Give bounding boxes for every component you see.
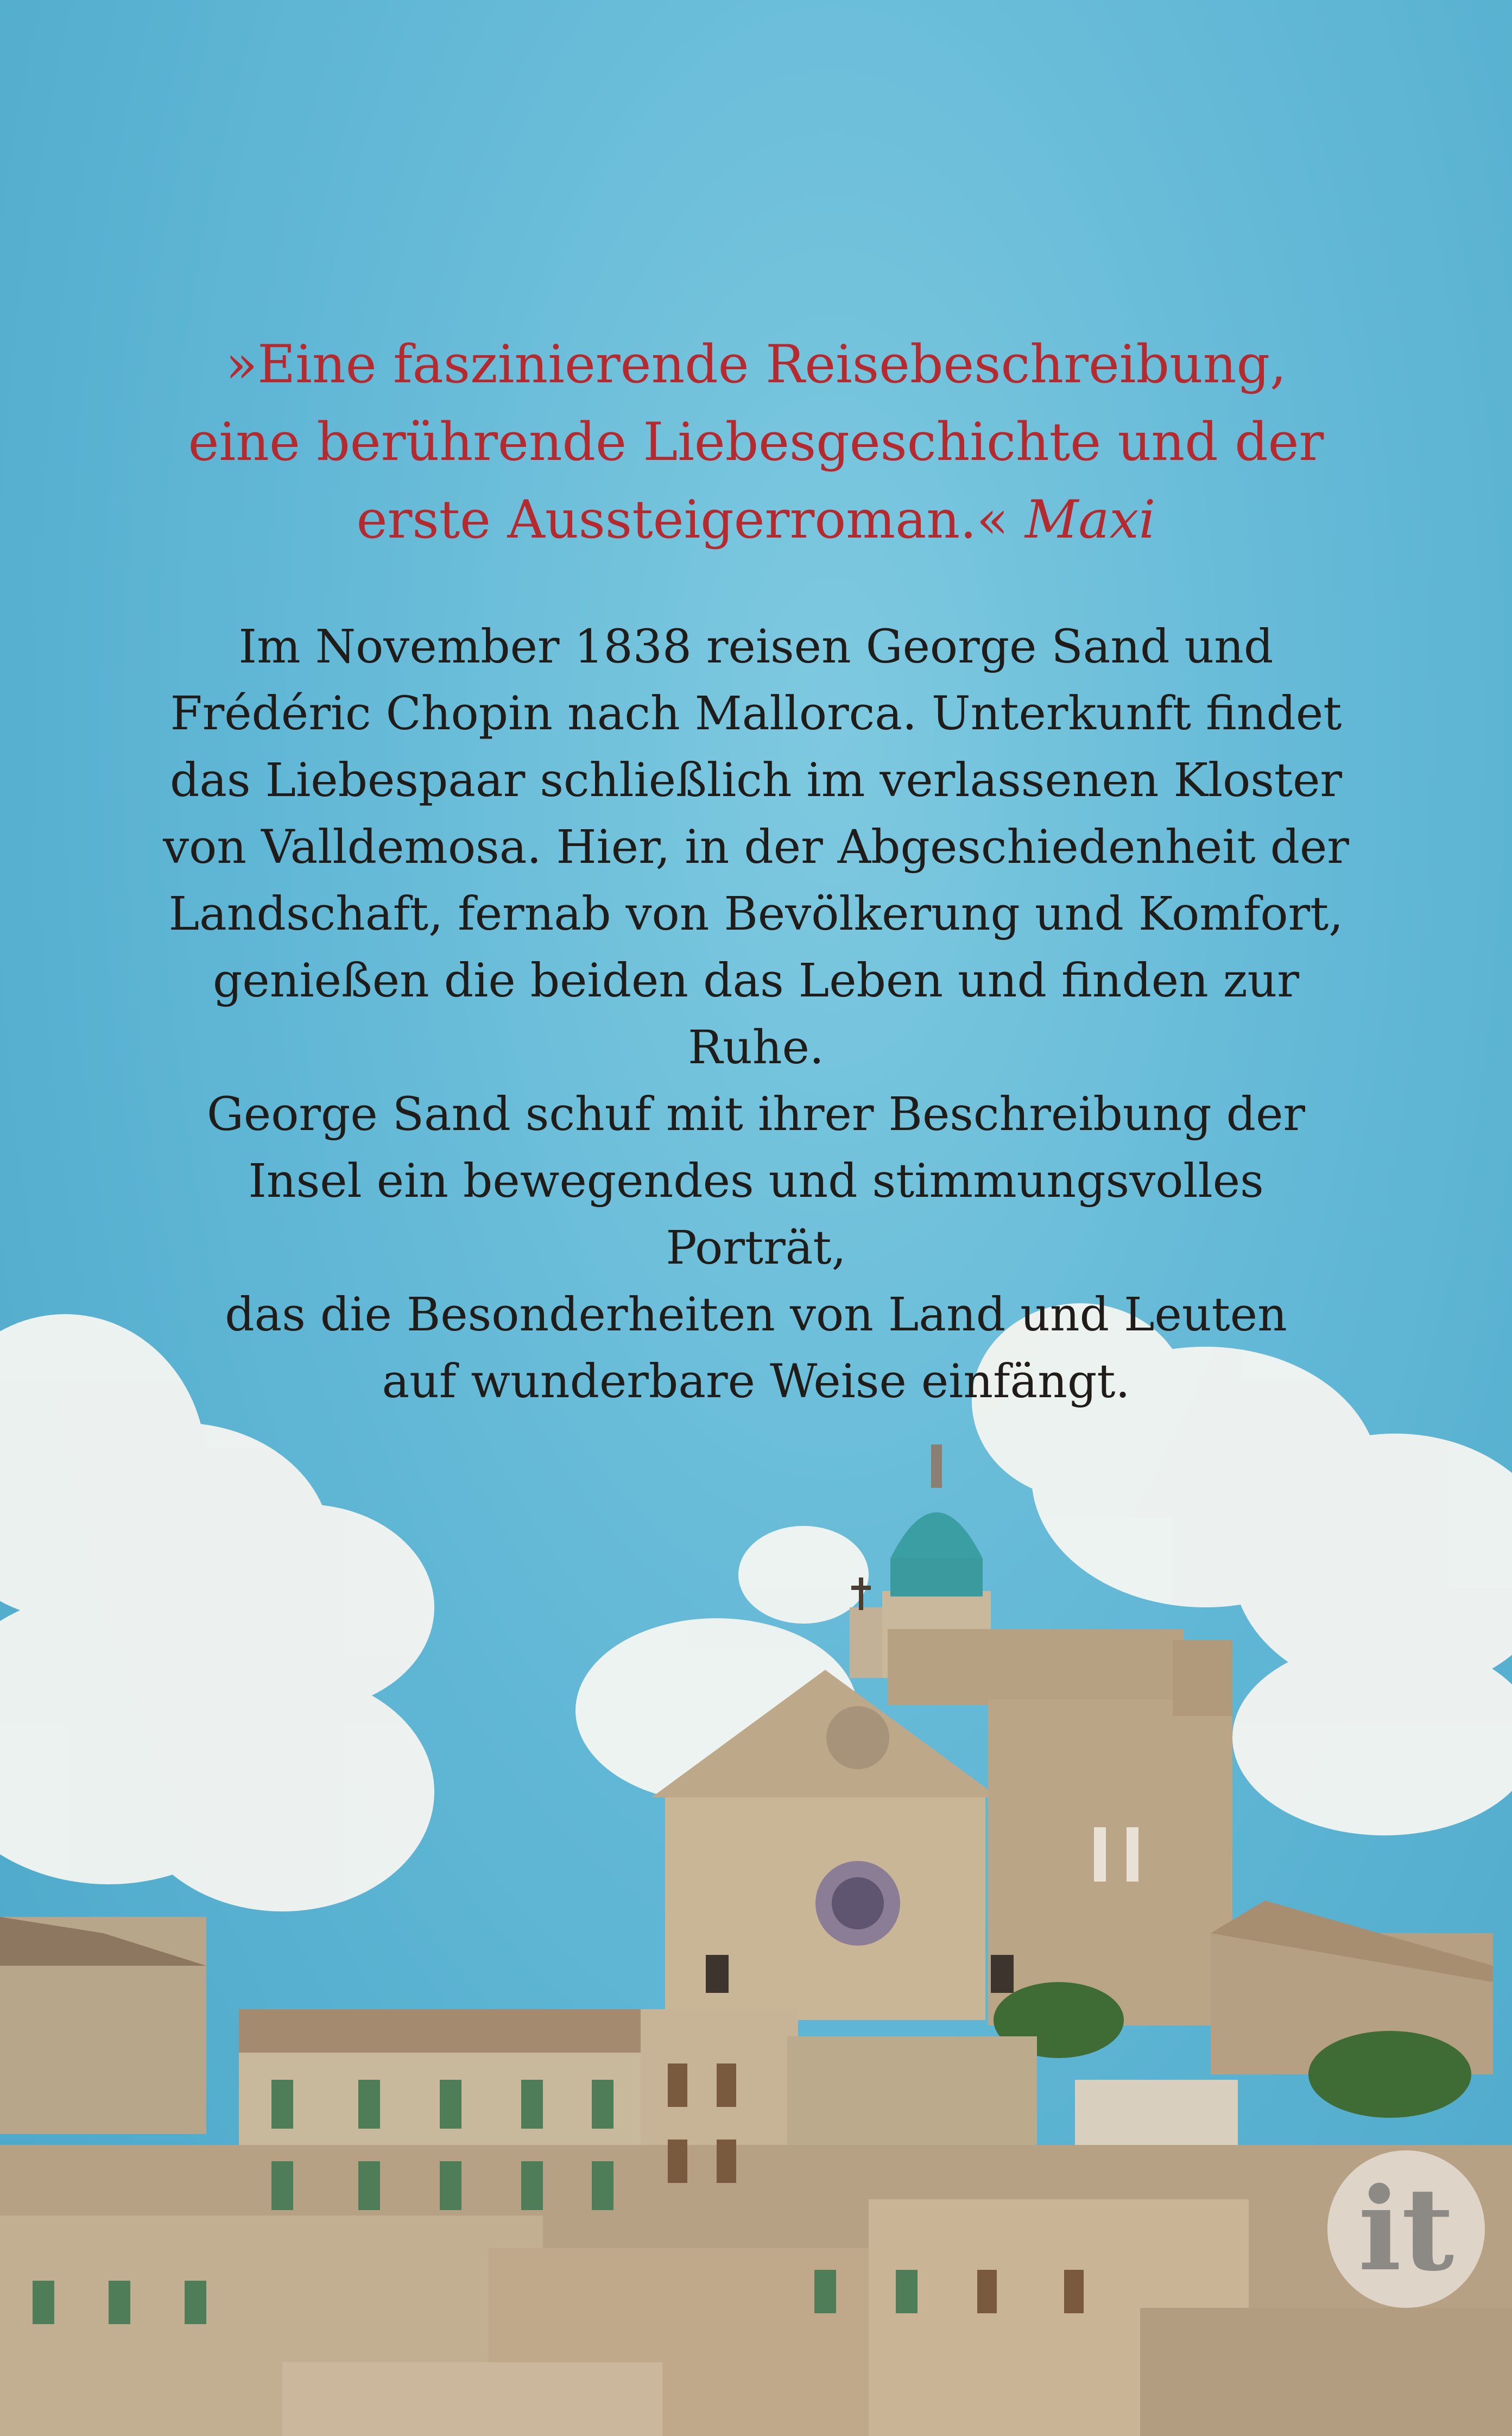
description-line-8: Insel ein bewegendes und stimmungsvolles Porträt, bbox=[248, 1154, 1264, 1275]
description-line-3: das Liebespaar schließlich im verlassenen Kloster bbox=[169, 754, 1343, 807]
description-line-6: genießen die beiden das Leben und finden zur Ruhe. bbox=[212, 954, 1300, 1075]
book-description bbox=[163, 614, 1349, 1415]
publisher-logo bbox=[1327, 2150, 1485, 2308]
quote-source: Maxi bbox=[1024, 489, 1156, 550]
quote-line-1: »Eine faszinierende Reisebeschreibung, bbox=[225, 334, 1287, 395]
description-line-4: von Valldemosa. Hier, in der Abgeschiedenheit der bbox=[163, 821, 1349, 874]
quote-line-2: eine berührende Liebesgeschichte und der bbox=[188, 412, 1324, 472]
quote-line-3 bbox=[163, 481, 1349, 559]
description-line-9: das die Besonderheiten von Land und Leuten bbox=[225, 1288, 1287, 1342]
review-quote bbox=[163, 326, 1349, 559]
quote-line-3-text: erste Aussteigerroman.« bbox=[356, 489, 1009, 550]
publisher-logo-text: it bbox=[1358, 2162, 1454, 2296]
description-line-7: George Sand schuf mit ihrer Beschreibung der bbox=[206, 1088, 1306, 1141]
description-line-10: auf wunderbare Weise einfängt. bbox=[382, 1355, 1130, 1409]
description-line-1: Im November 1838 reisen George Sand und bbox=[238, 620, 1274, 674]
description-line-2: Frédéric Chopin nach Mallorca. Unterkunft findet bbox=[170, 687, 1342, 741]
description-line-5: Landschaft, fernab von Bevölkerung und Komfort, bbox=[168, 887, 1344, 941]
